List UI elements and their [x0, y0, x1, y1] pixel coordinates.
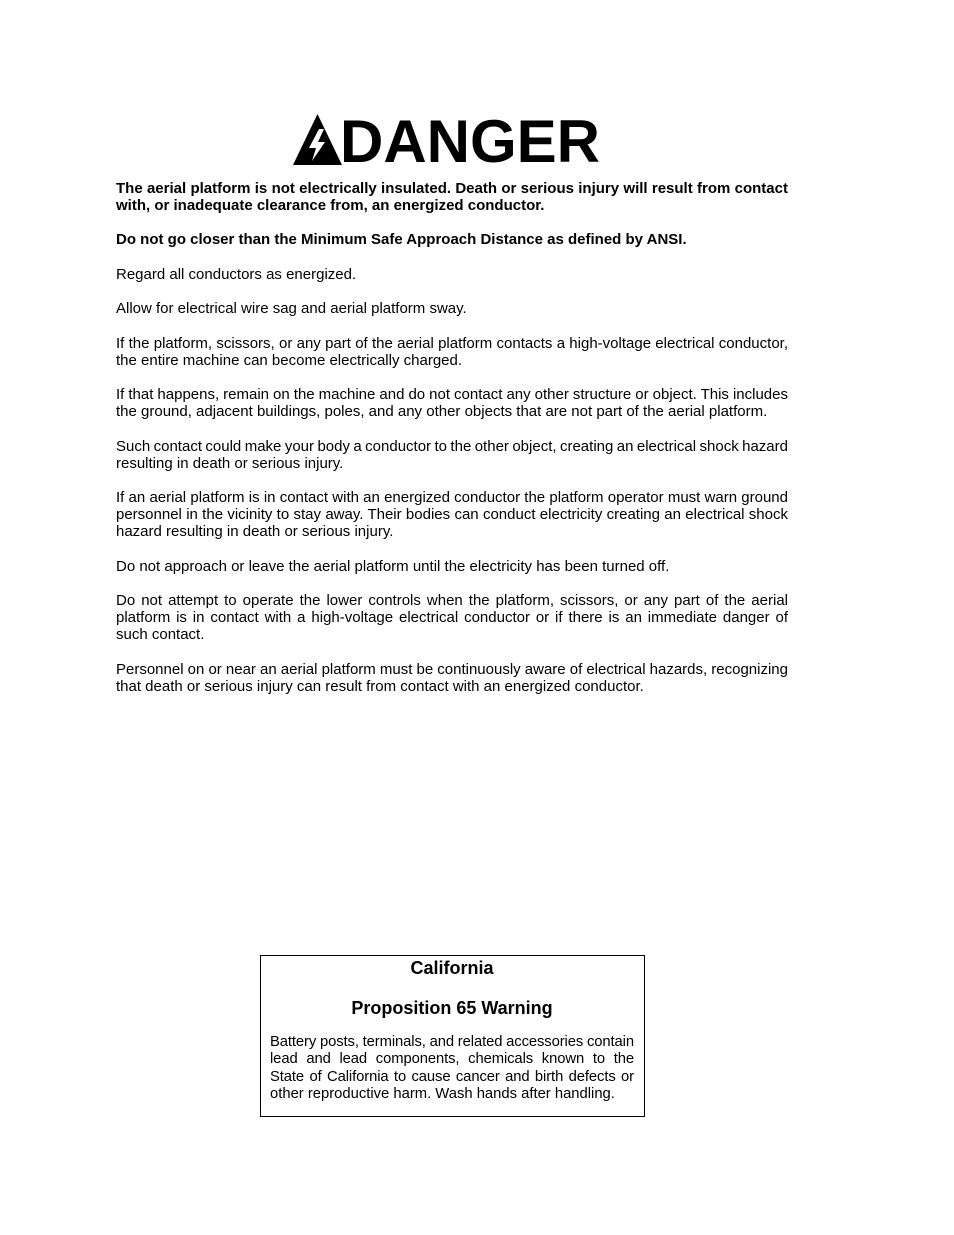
text-line: with, or inadequate clearance from, an energized conductor.	[116, 196, 545, 214]
warning-paragraph	[116, 489, 788, 540]
warning-paragraph	[116, 661, 788, 695]
text-line: If the platform, scissors, or any part of the aerial platform contacts a high-voltage electrical conductor,	[116, 334, 788, 352]
warning-paragraph	[116, 558, 788, 575]
text-line: The aerial platform is not electrically insulated. Death or serious injury will result from contact	[116, 179, 788, 197]
prop65-body-line: Battery posts, terminals, and related accessories contain	[270, 1034, 634, 1050]
prop65-warning-box	[260, 955, 645, 1117]
prop65-title: California	[410, 958, 494, 978]
key-warning-paragraph	[116, 180, 788, 214]
text-line: Do not attempt to operate the lower controls when the platform, scissors, or any part of the aerial	[116, 592, 788, 609]
key-warning-paragraph	[116, 231, 788, 248]
warning-paragraph	[116, 300, 788, 317]
text-line: Such contact could make your body a conductor to the other object, creating an electrical shock hazard	[116, 437, 788, 455]
warning-paragraph	[116, 592, 788, 643]
text-line: hazard resulting in death or serious injury.	[116, 523, 394, 540]
text-line: resulting in death or serious injury.	[116, 454, 344, 472]
text-line: Do not approach or leave the aerial platform until the electricity has been turned off.	[116, 557, 670, 575]
prop65-subtitle: Proposition 65 Warning	[351, 998, 553, 1018]
text-line: Regard all conductors as energized.	[116, 265, 357, 283]
text-line: If that happens, remain on the machine and do not contact any other structure or object. This includes	[116, 386, 788, 403]
text-line: Do not go closer than the Minimum Safe Approach Distance as defined by ANSI.	[116, 231, 687, 248]
prop65-body	[270, 1034, 634, 1103]
text-line: the ground, adjacent buildings, poles, and any other objects that are not part of the aerial platform.	[116, 403, 768, 420]
text-line: platform is in contact with a high-voltage electrical conductor or if there is an immediate danger of	[116, 609, 788, 626]
prop65-body-line: other reproductive harm. Wash hands after handling.	[270, 1085, 615, 1102]
warning-paragraph	[116, 438, 788, 472]
text-line: the entire machine can become electrically charged.	[116, 351, 463, 369]
text-line: Allow for electrical wire sag and aerial platform sway.	[116, 300, 467, 317]
text-line: such contact.	[116, 626, 205, 643]
signal-word: DANGER	[340, 108, 601, 175]
text-line: Personnel on or near an aerial platform must be continuously aware of electrical hazards, recognizing	[116, 660, 788, 678]
warning-paragraph	[116, 386, 788, 420]
danger-notice	[116, 180, 788, 713]
warning-paragraph	[116, 266, 788, 283]
warning-paragraph	[116, 335, 788, 369]
text-line: personnel in the vicinity to stay away. Their bodies can conduct electricity creating an electrical shock	[116, 506, 788, 523]
text-line: that death or serious injury can result from contact with an energized conductor.	[116, 677, 644, 695]
text-line: If an aerial platform is in contact with an energized conductor the platform operator must warn ground	[116, 489, 788, 506]
prop65-body-line: State of California to cause cancer and birth defects or	[270, 1068, 634, 1085]
electrical-hazard-icon	[293, 114, 342, 165]
prop65-body-line: lead and lead components, chemicals known to the	[270, 1051, 634, 1068]
